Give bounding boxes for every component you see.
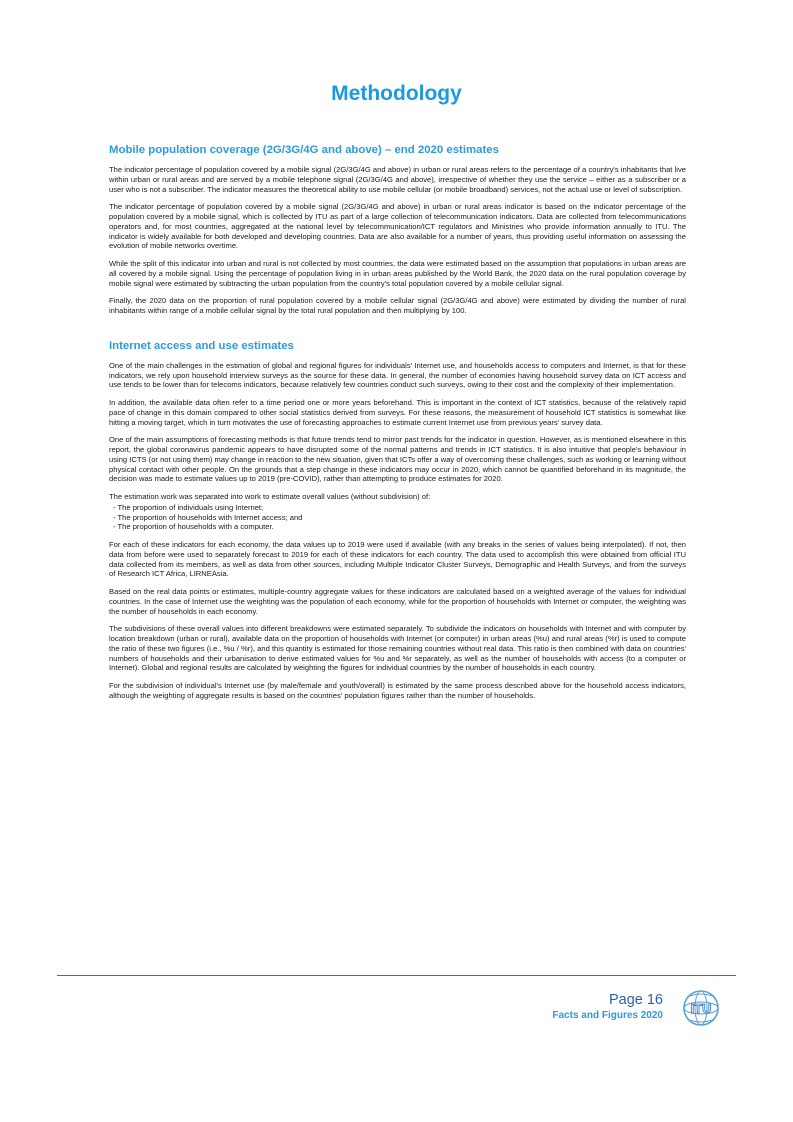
page-title: Methodology: [331, 82, 462, 105]
paragraph: In addition, the available data often refer to a time period one or more years beforehand. This is important in the context of ICT statistics, because of the relatively rapid pace of change in this domain compared to other social statistics derived from surveys. For these reasons, the measurement of household ICT statistics is somewhat like hitting a moving target, which in turn motivates the use of forecasting approaches to estimate current Internet use from previous years' survey data.: [109, 398, 686, 427]
paragraph: The subdivisions of these overall values into different breakdowns were estimated separately. To subdivide the indicators on households with Internet and with computer by location breakdown (urban or rural), available data on the proportion of households with Internet (or computer) in urban areas (%u) and rural areas (%r) is used to compute the ratio of these two figures (i.e., %u / %r), and this quantity is estimated for those remaining countries without real data. This ratio is then combined with data on countries' numbers of households and their urbanisation to derive estimated values for %u and %r separately, as well as the number of households with access (to a computer or Internet). Global and regional results are calculated by weighting the figures for individual countries by the number of households in each country.: [109, 624, 686, 673]
section-heading: Internet access and use estimates: [109, 339, 294, 352]
bullet-list: [109, 503, 686, 532]
paragraph: Finally, the 2020 data on the proportion of rural population covered by a mobile cellular signal (2G/3G/4G and above) were estimated by dividing the number of rural inhabitants within range of a mobile cellular signal by the total rural population and then multiplying by 100.: [109, 296, 686, 315]
footer-caption: Facts and Figures 2020: [552, 1010, 663, 1021]
list-item: - The proportion of households with a computer.: [113, 522, 686, 532]
page-number: Page 16: [608, 992, 663, 1008]
section-internet-estimates: [109, 340, 686, 701]
logo-text: ITU: [690, 1001, 712, 1016]
paragraph: The estimation work was separated into work to estimate overall values (without subdivision) of:: [109, 492, 431, 501]
paragraph: For each of these indicators for each economy, the data values up to 2019 were used if available (with any breaks in the series of values being interpolated). If not, then data from before were used to separately forecast to 2019 for each of these indicators for each country. The data used to accomplish this were obtained from official ITU data collected from its members, as well as data from other sources, including Multiple Indicator Cluster Surveys, Demographic and Health Surveys, and from the surveys of Research ICT Africa, LIRNEAsia.: [109, 540, 686, 579]
paragraph: While the split of this indicator into urban and rural is not collected by most countries, the data were estimated based on the assumption that populations in urban areas are all covered by a mobile signal. Using the percentage of population living in in urban areas published by the World Bank, the 2020 data on the rural population coverage by mobile signal were estimated by subtracting the urban population from the country's total population covered by a mobile cellular signal.: [109, 259, 686, 288]
paragraph: For the subdivision of individual's Internet use (by male/female and youth/overall) is estimated by the same process described above for the household access indicators, although the weighting of aggregate results is based on the countries' population figures rather than the number of households.: [109, 681, 686, 700]
paragraph: Based on the real data points or estimates, multiple-country aggregate values for these indicators are calculated based on a weighted average of the values for individual countries. In the case of Internet use the weighting was the population of each economy, while for the proportion of households with Internet or computer, the weighting was the number of households in each economy.: [109, 587, 686, 616]
itu-logo-icon: [681, 988, 721, 1028]
section-mobile-coverage: [109, 144, 686, 316]
paragraph: One of the main challenges in the estimation of global and regional figures for individuals' Internet use, and households access to computers and Internet, is that for these indicators, we rely upon household interview surveys as the source for these data. In general, the number of economies having household survey data on ICT access and use tends to be lower than for telecoms indicators, because relatively few countries conduct such surveys, owing to their cost and the complexity of their implementation.: [109, 360, 686, 390]
paragraph: One of the main assumptions of forecasting methods is that future trends tend to mirror past trends for the indicator in question. However, as is mentioned elsewhere in this report, the global coronavirus pandemic appears to have disrupted some of the normal patterns and trends in ICT statistics. It is also intuitive that people's behaviour in using ICTS (or not using them) may change in reaction to the new situation, given that ICTs offer a way of overcoming these challenges, such as working or learning without physical contact with other people. On the grounds that a step change in these indicators may occur in 2020, which cannot be quantified beforehand in its magnitude, the decision was made to estimate values up to 2019 (pre-COVID), rather than attempting to produce estimates for 2020.: [109, 435, 686, 484]
paragraph: The indicator percentage of population covered by a mobile signal (2G/3G/4G and above) in urban or rural areas refers to the percentage of a country's inhabitants that live within urban or rural areas and are served by a mobile telephone signal (2G/3G/4G and above), irrespective of whether they use the service – either as a subscriber or a user who is not a subscriber. The indicator measures the theoretical ability to use mobile cellular (or mobile broadband) services, not the actual use or level of subscription.: [109, 165, 686, 194]
list-item: - The proportion of households with Internet access; and: [113, 513, 686, 523]
section-heading: Mobile population coverage (2G/3G/4G and above) – end 2020 estimates: [109, 144, 499, 156]
list-item: - The proportion of individuals using Internet;: [113, 503, 686, 513]
footer-divider: [57, 975, 736, 976]
document-body: [109, 144, 686, 709]
paragraph: The indicator percentage of population covered by a mobile signal (2G/3G/4G and above) in urban or rural areas indicator is based on the indicator percentage of the population covered by a mobile signal, which is collected by ITU as part of a large collection of telecommunication indicators. Data are collected from telecommunications operators and, for most countries, aggregated at the national level by telecommunication/ICT regulators and Ministries who provide information annually to ITU. The indicator is widely available for both developed and developing countries. Data are also available for a number of years, thus providing useful information on assessing the evolution of mobile networks overtime.: [109, 202, 686, 251]
